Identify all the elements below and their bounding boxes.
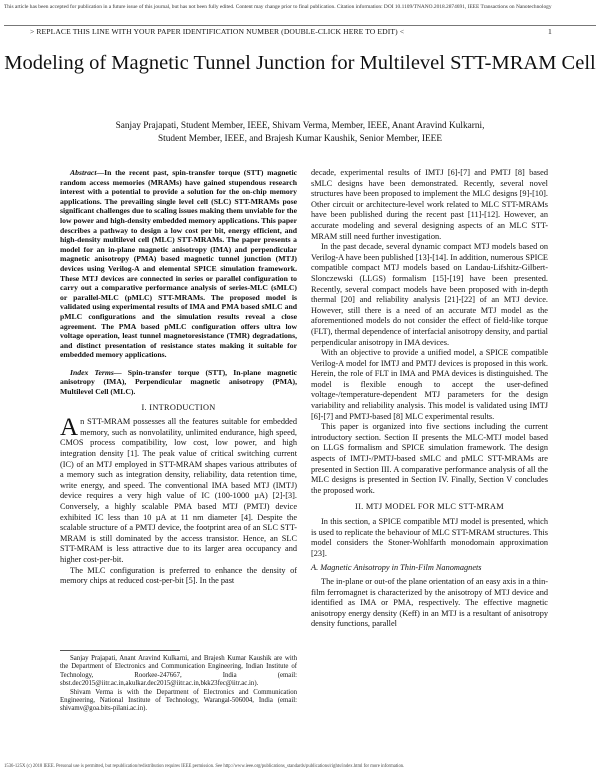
paper-id-line: > REPLACE THIS LINE WITH YOUR PAPER IDENTIFICATION NUMBER (DOUBLE-CLICK HERE TO EDIT) <: [30, 27, 405, 36]
author-line-1: Sanjay Prajapati, Student Member, IEEE, Shivam Verma, Member, IEEE, Anant Aravind Kulkarni,: [115, 121, 485, 131]
right-paragraph-6: The in-plane or out-of the plane orientation of an easy axis in a thin-film ferromagnet is characterized by the anisotropy of MTJ device and identified as IMA or PMA, respectively. The effective magnetic anisotropy energy density (Keff) in an MTJ is a resultant of anisotropy density functions, parallel: [311, 576, 548, 629]
author-list: [40, 120, 560, 145]
right-paragraph-2: In the past decade, several dynamic compact MTJ models based on Verilog-A have been published [13]-[14]. In addition, numerous SPICE compatible compact MTJ models based on Landau-Lifshitz-Gilbert-Slonczewski (LLGS) formalism [15]-[19] have been presented. Recently, several compact models have been proposed with in-depth thermal [20] and reliability analysis [21]-[22] of an MTJ device. However, still there is a need of an accurate MTJ model as the aforementioned models do not consider the effect of field-like torque (FLT), thermal dependence of interfacial anisotropy density, and partial perpendicular anisotropy in IMA devices.: [311, 242, 548, 347]
intro-paragraph-1-text: n STT-MRAM possesses all the features suitable for embedded memory, such as nonvolatility, unlimited endurance, high speed, CMOS process compatibility, low cost, low power, and high integration density [1]. The peak value of critical switching current (IC) of an MTJ employed in STT-MRAM shapes various attributes of a memory such as integration density, reliability, data retention time, write energy, and speed. The conventional IMA based MTJ (IMTJ) device requires a very high value of IC (100-1000 µA) [2]-[3]. Conversely, a highly scalable PMA based MTJ (PMTJ) device exhibited IC less than 10 µA at 11 nm diameter [4]. Despite the scalable structure of a PMTJ device, the footprint area of an SLC STT-MRAM is still dominated by the access transistor. Hence, an SLC STT-MRAM is less attractive due to its larger area occupancy and higher cost-per-bit.: [60, 417, 297, 564]
subsection-heading: A. Magnetic Anisotropy in Thin-Film Nanomagnets: [311, 563, 482, 573]
intro-paragraph-1: [60, 414, 297, 565]
index-terms-lead: Index Terms: [70, 367, 114, 377]
abstract-lead: Abstract: [70, 168, 97, 177]
right-paragraph-4: This paper is organized into five sections including the current introductory section. Section II presents the MLC-MTJ model based on LLGS formalism and SPICE simulation framework. The design aspects of IMTJ-/PMTJ-based sMLC and pMLC STT-MRAMs are presented in Section III. A comparative performance analysis of all the MLC designs is presented in Section IV. Finally, Section V concludes the proposed work.: [311, 422, 548, 495]
publication-notice: This article has been accepted for publication in a future issue of this journal, but has not been fully edited. Content may change prior to final publication. Citation information: DOI 10.1109/TNANO.2018.2874691, IEEE Transactions on Nanotechnology: [4, 4, 552, 10]
section-heading-mtj-model: II. MTJ MODEL FOR MLC STT-MRAM: [355, 502, 504, 512]
abstract: [60, 168, 297, 360]
author-line-2: Student Member, IEEE, and Brajesh Kumar Kaushik, Senior Member, IEEE: [157, 133, 443, 144]
paper-title: Modeling of Magnetic Tunnel Junction for Multilevel STT-MRAM Cell: [4, 52, 596, 74]
footnote-paragraph-1: Sanjay Prajapati, Anant Aravind Kulkarni, and Brajesh Kumar Kaushik are with the Department of Electronics and Communication Engineering, Indian Institute of Technology, Roorkee-247667, India (email: sbst.dec2015@iitr.ac.in,akulkar.dec2015@iitr.ac.in,bkk23fec@iitr.ac.in).: [60, 655, 297, 688]
right-column: [311, 168, 548, 630]
copyright-footer: 1536-125X (c) 2018 IEEE. Personal use is permitted, but republication/redistribution requires IEEE permission. See http://www.ieee.org/publications_standards/publications/rights/index.html for more information.: [4, 764, 405, 769]
abstract-text: —In the recent past, spin-transfer torque (STT) magnetic random access memories (MRAMs) have gained stupendous research interest with a potential to provide a solution for the on-chip memory applications. The prevailing single level cell (SLC) STT-MRAMs pose significant challenges due to scaling issues making them unviable for the low power and high-density embedded memory applications. This paper describes a pathway to design a low cost per bit, energy efficient, and high-density multilevel cell (MLC) STT-MRAMs. The paper presents a model for an in-plane magnetic anisotropy (IMA) and perpendicular magnetic anisotropy (PMA) based magnetic tunnel junction (MTJ) devices using Verilog-A and elemental SPICE simulation framework. These MTJ devices are connected in series or parallel configuration to carry out a comparative performance analysis of series-MLC (sMLC) or parallel-MLC (pMLC) STT-MRAMs. The proposed model is validated using experimental results of IMA and PMA based sMLC and pMLC configurations and the simulation results reveal a close agreement. The PMA based pMLC configuration offers ultra low voltage operation, least tunnel magnetoresistance (TMR) degradations, and distinct presentation of resistance states making it suitable for embedded memory applications.: [60, 168, 297, 360]
author-footnote: [60, 655, 297, 714]
index-terms: [60, 368, 297, 397]
left-column: [60, 168, 297, 587]
intro-paragraph-2: The MLC configuration is preferred to enhance the density of memory chips at reduced cost-per-bit [5]. In the past: [60, 565, 297, 586]
right-paragraph-5: In this section, a SPICE compatible MTJ model is presented, which is used to replicate the behaviour of MLC STT-MRAM structures. This model considers the Stoner-Wohlfarth monodomain approximation [23].: [311, 517, 548, 558]
footnote-paragraph-2: Shivam Verma is with the Department of Electronics and Communication Engineering, National Institute of Technology, Warangal-506004, India (email: shivamv@goa.bits-pilani.ac.in).: [60, 688, 297, 713]
right-paragraph-1: decade, experimental results of IMTJ [6]-[7] and PMTJ [8] based sMLC designs have been demonstrated. Recently, several novel structures have been proposed to implement the MLC designs [9]-[10]. Other circuit or architecture-level work related to MLC STT-MRAMs have been published during the recent past [11]-[12]. However, an accurate modeling and several designing aspects of an MLC STT-MRAM still need further investigation.: [311, 168, 548, 241]
right-paragraph-3: With an objective to provide a unified model, a SPICE compatible Verilog-A model for IMTJ and PMTJ devices is proposed in this work. Herein, the role of FLT in IMA and PMA devices is distinguished. The model is flexible enough to accept the user-defined voltage-/temperature-dependent MTJ parameters for the design variability and reliability analysis. This model is validated using IMTJ [6]-[7] and PMTJ-based [8] MLC experimental results.: [311, 348, 548, 421]
drop-cap: A: [60, 414, 79, 442]
header-rule: [4, 25, 596, 26]
section-heading-introduction: I. INTRODUCTION: [141, 402, 216, 412]
footnote-rule: [60, 650, 180, 651]
index-terms-text: — Spin-transfer torque (STT), In-plane magnetic anisotropy (IMA), Perpendicular magnetic anisotropy (PMA), Multilevel Cell (MLC).: [60, 367, 297, 397]
page-number: 1: [548, 27, 552, 36]
